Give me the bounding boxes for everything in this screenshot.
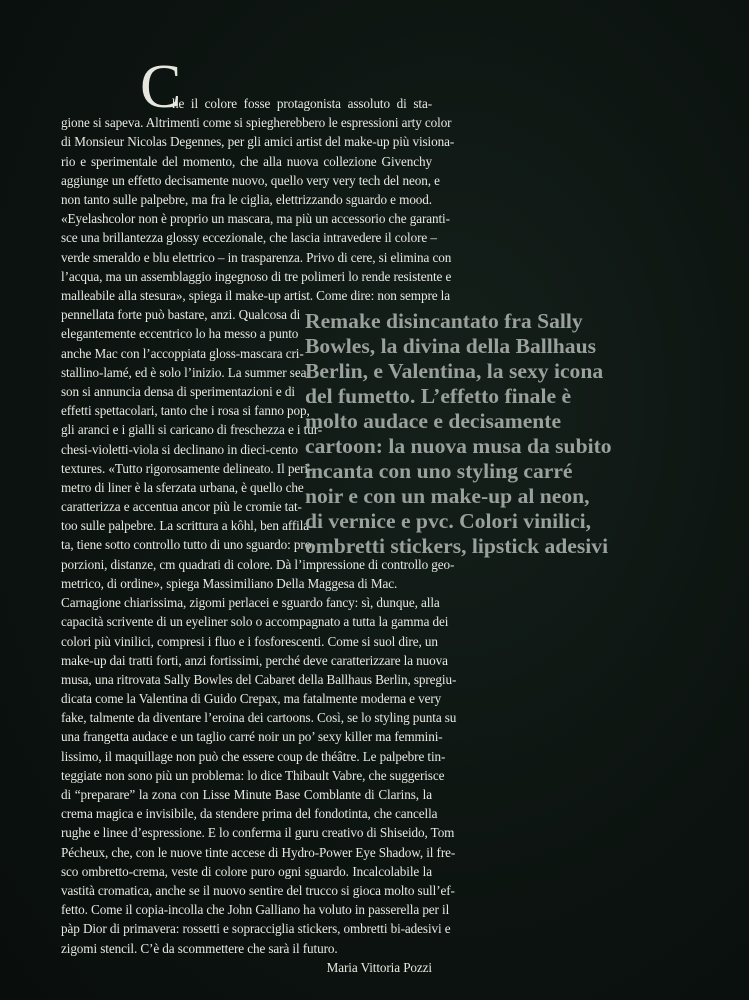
article-line: aggiunge un effetto decisamente nuovo, quello very very tech del neon, e <box>61 172 440 188</box>
article-line: fetto. Come il copia-incolla che John Galliano ha voluto in passerella per il <box>61 902 450 918</box>
article-line: stallino-lamé, ed è solo l’inizio. La summer sea- <box>61 364 311 380</box>
article-line: di “preparare” la zona con Lisse Minute Base Comblante di Clarins, la <box>61 787 432 803</box>
pull-quote-line: ombretti stickers, lipstick adesivi <box>305 534 609 558</box>
article-line: Carnagione chiarissima, zigomi perlacei e sguardo fancy: sì, dunque, alla <box>61 595 440 611</box>
article-line: teggiate non sono più un problema: lo dice Thibault Vabre, che suggerisce <box>61 767 445 783</box>
article-final-line <box>61 939 432 975</box>
article-line: vastità cromatica, anche se il nuovo sentire del trucco si gioca molto sull’ef- <box>61 882 455 898</box>
article-line: anche Mac con l’accoppiata gloss-mascara cri- <box>61 345 304 361</box>
pull-quote-line: di vernice e pvc. Colori vinilici, <box>305 509 592 533</box>
drop-cap: C <box>140 53 182 121</box>
article-line: gione si sapeva. Altrimenti come si spiegherebbero le espressioni arty color <box>61 115 452 131</box>
article-line: rio e sperimentale del momento, che alla nuova collezione Givenchy <box>61 153 432 169</box>
article-line: Pécheux, che, con le nuove tinte accese di Hydro-Power Eye Shadow, il fre- <box>61 844 456 860</box>
article-line: metrico, di ordine», spiega Massimiliano Della Maggesa di Mac. <box>61 575 398 591</box>
pull-quote <box>305 309 683 559</box>
article-intro-full <box>61 113 455 305</box>
article-line: malleabile alla stesura», spiega il make-up artist. Come dire: non sempre la <box>61 287 450 303</box>
article-line: caratterizza e accentua ancor più le cromie tat- <box>61 499 302 515</box>
pull-quote-line: Berlin, e Valentina, la sexy icona <box>305 359 604 383</box>
article-line: verde smeraldo e blu elettrico – in trasparenza. Privo di cere, si elimina con <box>61 249 452 265</box>
pull-quote-line: Bowles, la divina della Ballhaus <box>305 334 596 358</box>
article-line: sce una brillantezza glossy eccezionale, che lascia intravedere il colore – <box>61 230 437 246</box>
pull-quote-line: noir e con un make-up al neon, <box>305 484 590 508</box>
article-line: elegantemente eccentrico lo ha messo a punto <box>61 326 299 342</box>
article-line: pennellata forte può bastare, anzi. Qualcosa di <box>61 307 301 323</box>
article-continuation <box>61 555 457 977</box>
article-line: chesi-violetti-viola si declinano in dieci-cento <box>61 441 298 457</box>
article-line: di Monsieur Nicolas Degennes, per gli amici artist del make-up più visiona- <box>61 134 455 150</box>
article-line: «Eyelashcolor non è proprio un mascara, ma più un accessorio che garanti- <box>61 211 450 227</box>
pull-quote-line: incanta con uno styling carré <box>305 459 573 483</box>
article-line: rughe e linee d’espressione. E lo conferma il guru creativo di Shiseido, Tom <box>61 825 455 841</box>
article-line: colori più vinilici, compresi i fluo e i fosforescenti. Come si suol dire, un <box>61 633 438 649</box>
article-line: capacità scrivente di un eyeliner solo o accompagnato a tutta la gamma dei <box>61 614 449 630</box>
article-line: lissimo, il maquillage non può che essere coup de théâtre. Le palpebre tin- <box>61 748 446 764</box>
article-line: porzioni, distanze, cm quadrati di colore. Dà l’impressione di controllo geo- <box>61 556 455 572</box>
article-line: pàp Dior di primavera: rossetti e sopracciglia stickers, ombretti bi-adesivi e <box>61 921 451 937</box>
pull-quote-line: del fumetto. L’effetto finale è <box>305 384 572 408</box>
article-line: too sulle palpebre. La scrittura a kôhl, ben affila- <box>61 518 314 534</box>
article-narrow-column <box>61 305 323 554</box>
article-line: make-up dai tratti forti, anzi fortissimi, perché deve caratterizzare la nuova <box>61 652 448 668</box>
article-line: l’acqua, ma un assemblaggio ingegnoso di tre polimeri lo rende resistente e <box>61 268 452 284</box>
article-line: una frangetta audace e un taglio carré noir un po’ sexy killer ma femmini- <box>61 729 443 745</box>
article-intro <box>172 94 432 113</box>
author-byline: Maria Vittoria Pozzi <box>326 959 432 975</box>
article-line: fake, talmente da diventare l’eroina dei cartoons. Così, se lo styling punta su <box>61 710 457 726</box>
pull-quote-line: molto audace e decisamente <box>305 409 562 433</box>
article-line: gli aranci e i gialli si caricano di freschezza e i tur- <box>61 422 323 438</box>
article-line: crema magica e invisibile, da stendere prima del fondotinta, che cancella <box>61 806 438 822</box>
article-line: ta, tiene sotto controllo tutto di uno sguardo: pro- <box>61 537 316 553</box>
article-line: textures. «Tutto rigorosamente delineato. Il peri- <box>61 460 313 476</box>
article-line: metro di liner è la sferzata urbana, è quello che <box>61 479 304 495</box>
article-line: son si annuncia densa di sperimentazioni e di <box>61 383 295 399</box>
article-line: musa, una ritrovata Sally Bowles del Cabaret della Ballhaus Berlin, spregiu- <box>61 671 457 687</box>
pull-quote-line: cartoon: la nuova musa da subito <box>305 434 612 458</box>
article-line: sco ombretto-crema, veste di colore puro ogni sguardo. Incalcolabile la <box>61 863 432 879</box>
pull-quote-line: Remake disincantato fra Sally <box>305 309 583 333</box>
article-line: zigomi stencil. C’è da scommettere che sarà il futuro. <box>61 940 338 956</box>
article-line: he il colore fosse protagonista assoluto di sta- <box>172 96 432 111</box>
article-line: non tanto sulle palpebre, ma fra le ciglia, elettrizzando sguardo e mood. <box>61 191 432 207</box>
article-line: dicata come la Valentina di Guido Crepax, ma fatalmente moderna e very <box>61 691 442 707</box>
article-line: effetti spettacolari, tanto che i rosa si fanno pop, <box>61 403 310 419</box>
